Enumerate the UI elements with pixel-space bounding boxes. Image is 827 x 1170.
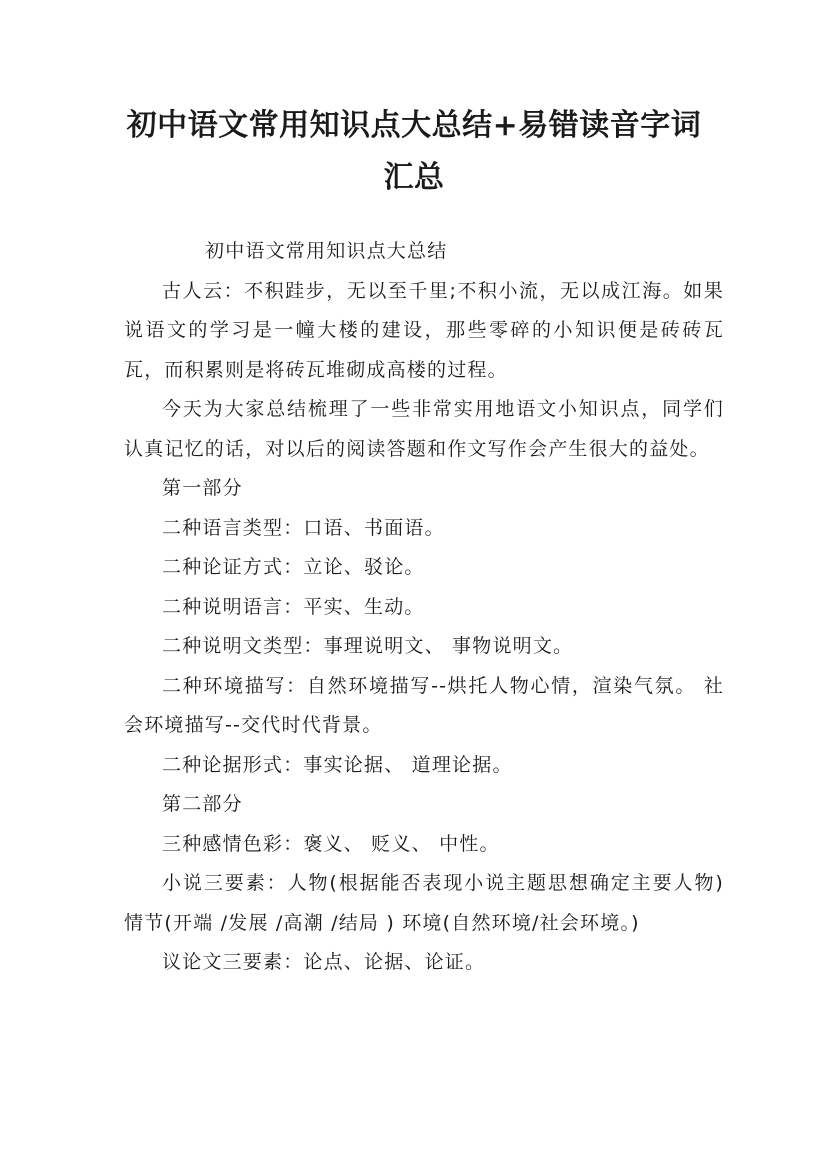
list-item: 二种语言类型：口语、书面语。 [162,516,445,539]
part-two-heading: 第二部分 [162,793,243,815]
list-item: 二种论据形式：事实论据、 道理论据。 [162,753,513,776]
list-item: 议论文三要素：论点、论据、论证。 [162,951,486,973]
section-heading: 初中语文常用知识点大总结 [205,240,448,262]
part-one-heading: 第一部分 [162,477,243,499]
paragraph-intro: 古人云：不积跬步，无以至千里;不积小流，无以成江海。如果说语文的学习是一幢大楼的建设，那些零碎的小知识便是砖砖瓦瓦，而积累则是将砖瓦堆砌成高楼的过程。 [124,279,724,381]
document-body [124,232,724,983]
list-item: 二种说明语言：平实、生动。 [162,595,425,618]
document-title: 初中语文常用知识点大总结+易错读音字词汇总 [126,108,702,195]
list-item: 二种论证方式：立论、驳论。 [162,556,425,578]
list-item: 小说三要素：人物(根据能否表现小说主题思想确定主要人物)情节(开端 /发展 /高潮 /结局 ) 环境(自然环境/社会环境。) [124,872,724,934]
paragraph-purpose: 今天为大家总结梳理了一些非常实用地语文小知识点，同学们认真记忆的话，对以后的阅读答题和作文写作会产生很大的益处。 [124,398,724,460]
list-item: 二种说明文类型：事理说明文、 事物说明文。 [162,635,574,657]
list-item: 三种感情色彩：褒义、 贬义、 中性。 [162,832,500,855]
list-item: 二种环境描写：自然环境描写--烘托人物心情，渲染气氛。 社会环境描写--交代时代背景。 [124,674,724,736]
